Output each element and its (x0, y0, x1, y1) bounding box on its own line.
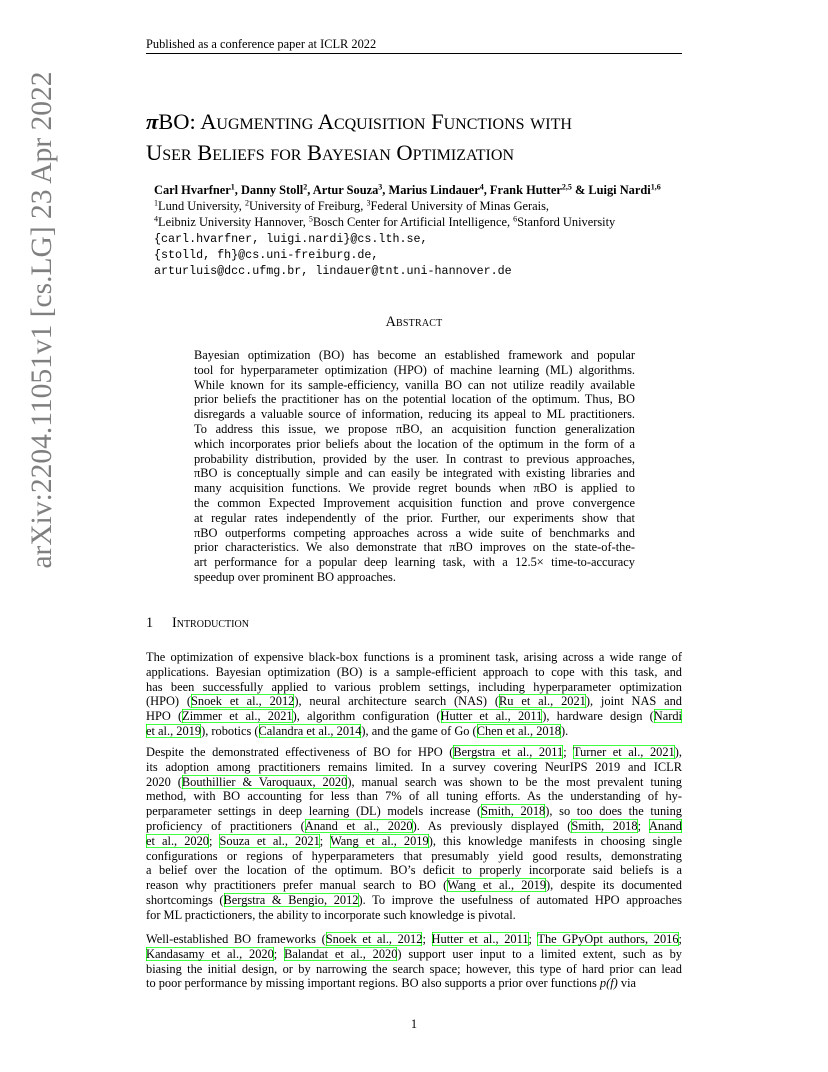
text-run: ), despite its documented (546, 878, 682, 893)
text-run: ), this knowledge manifests in choosing single (428, 833, 682, 848)
paragraph-line (146, 962, 682, 977)
abstract-line: To address this issue, we propose πBO, an acquisition function generalization (194, 421, 635, 436)
text-run: ; (319, 833, 331, 848)
abstract-line: at regular rates independently of the prior. Further, our experiments show that (194, 510, 635, 525)
section-title: Introduction (172, 615, 249, 631)
citation-link[interactable]: Wang et al., 2019 (330, 833, 429, 848)
citation-link[interactable]: Bergstra et al., 2011 (453, 745, 564, 759)
title-line-1 (146, 106, 706, 137)
text-run: shortcomings ( (146, 892, 224, 907)
abstract-line: prior beliefs the practitioner has on the potential location of the optimum. Thus, BO (194, 392, 635, 407)
paragraph-line (146, 819, 682, 834)
citation-link[interactable]: Hutter et al., 2011 (431, 932, 529, 946)
abstract-line: While known for its sample-efficiency, vanilla BO can not utilize readily available (194, 377, 635, 392)
email-line: arturluis@dcc.ufmg.br, lindauer@tnt.uni-hannover.de (154, 264, 512, 279)
affiliation-name: Leibniz University Hannover, (158, 215, 309, 230)
text-run: ; (637, 818, 649, 833)
citation-link[interactable]: et al., 2020 (146, 833, 209, 848)
paragraph-line (146, 650, 682, 665)
text-run: biasing the initial design, or by narrowing the search space; however, this type of hard prior can lead (146, 961, 682, 976)
citation-link[interactable]: Anand et al., 2020 (304, 818, 413, 833)
abstract-line: speedup over prominent BO approaches. (194, 569, 396, 584)
paragraph-line (146, 745, 682, 760)
abstract-line: art performance for a popular deep learning task, with a 12.5× time-to-accuracy (194, 555, 635, 570)
text-run: applications. Bayesian optimization (BO) is a sample-efficient approach to cope with this task, and (146, 664, 682, 679)
text-run: ). As previously displayed ( (412, 818, 572, 833)
author-name: Carl Hvarfner (154, 183, 231, 197)
citation-link[interactable]: Souza et al., 2021 (219, 833, 320, 848)
affiliation-marker: 1,6 (650, 182, 661, 192)
paragraph-line (146, 863, 682, 878)
paragraph-line (146, 724, 682, 739)
text-run: its adoption among practitioners remains limited. In a survey covering NeurIPS 2019 and ICLR (146, 759, 682, 774)
text-run: ) support user input to a limited extent, such as by (397, 946, 682, 961)
abstract-line: probability distribution, provided by the user. In contrast to previous approaches, (194, 451, 635, 466)
affiliation-marker: 2 (303, 182, 308, 192)
abstract-line: Bayesian optimization (BO) has become an established framework and popular (194, 348, 635, 362)
affiliation-marker: 3 (366, 198, 371, 208)
text-run: reason why practitioners prefer manual search to BO ( (146, 878, 448, 893)
paragraph-line (146, 878, 682, 893)
abstract-line: πBO is conceptually simple and can easily be integrated with existing libraries and (194, 466, 635, 481)
text-run: ; (208, 833, 220, 848)
text-run: ), algorithm configuration ( (292, 709, 441, 724)
text-run: configurations or regions of hyperparameters that presumably yield good results, demonstrating (146, 848, 682, 863)
abstract-heading: Abstract (385, 314, 443, 330)
inline-math: p(f) (599, 976, 618, 991)
citation-link[interactable]: Wang et al., 2019 (447, 878, 547, 893)
citation-link[interactable]: The GPyOpt authors, 2016 (537, 932, 679, 946)
affiliation-line (154, 214, 714, 230)
abstract-line: many acquisition functions. We provide regret bounds when πBO is applied to (194, 481, 635, 496)
affiliation-name: Lund University, (158, 199, 245, 214)
citation-link[interactable]: Bergstra & Bengio, 2012 (223, 892, 359, 907)
text-run: HPO ( (146, 709, 183, 724)
affiliation-marker: 5 (308, 214, 313, 224)
author-emails (154, 231, 714, 280)
abstract-line: which incorporates prior beliefs about the location of the optimum in the form of a (194, 436, 635, 451)
paragraph-line (146, 694, 682, 709)
text-run: Well-established BO frameworks ( (146, 932, 326, 946)
abstract-body (194, 348, 635, 585)
intro-paragraph-1 (146, 650, 682, 739)
affiliation-marker: 4 (479, 182, 484, 192)
text-run: has been successfully applied to various problem settings, including hyperparameter optimization (146, 679, 682, 694)
affiliation-marker: 6 (513, 214, 518, 224)
email-line: {stolld, fh}@cs.uni-freiburg.de, (154, 247, 379, 262)
text-run: for ML practictioners, the ability to incorporate such knowledge is pivotal. (146, 907, 516, 922)
text-run: ; (528, 932, 538, 946)
affiliation-marker: 1 (230, 182, 235, 192)
affiliation-marker: 1 (154, 198, 158, 208)
paragraph-line (146, 775, 682, 790)
author-name: Danny Stoll (240, 183, 304, 197)
section-number: 1 (146, 615, 154, 631)
citation-link[interactable]: Zimmer et al., 2021 (182, 709, 293, 724)
text-run: ), neural architecture search (NAS) ( (294, 694, 500, 709)
affiliation-marker: 2 (244, 198, 249, 208)
arxiv-stamp: arXiv:2204.11051v1 [cs.LG] 23 Apr 2022 (26, 71, 58, 569)
header-rule (146, 53, 682, 54)
paragraph-line (146, 976, 682, 991)
text-run: Despite the demonstrated effectiveness of BO for HPO ( (146, 745, 454, 759)
affiliation-name: University of Freiburg, (248, 199, 367, 214)
text-run: ), hardware design ( (542, 709, 654, 724)
author-block (154, 182, 714, 279)
author-name: Artur Souza (312, 183, 379, 197)
text-run: via (617, 976, 637, 991)
abstract-line: πBO outperforms competing approaches across a wide suite of benchmarks and (194, 525, 635, 540)
abstract-line: prior characteristics. We also demonstrate that πBO improves on the state-of-the- (194, 540, 635, 555)
affiliation-name: Stanford University (517, 215, 616, 230)
text-run: ), (674, 745, 682, 759)
author-names: Carl Hvarfner$^1$, Danny Stoll$^2$, Artur Souza$^3$, Marius Lindauer$^4$, Frank Hutter$^{2,5}$ & Luigi Nardi$^{1,6}$ (154, 182, 661, 197)
author-name: Frank Hutter (489, 183, 562, 197)
title-line-1-text: BO: Augmenting Acquisition Functions with (158, 109, 572, 134)
paragraph-line (146, 834, 682, 849)
text-run: ; (422, 932, 432, 946)
text-run: 2020 ( (146, 774, 182, 789)
title-pi-symbol: π (146, 109, 159, 134)
affiliation-marker: 3 (378, 182, 383, 192)
email-line: {carl.hvarfner, luigi.nardi}@cs.lth.se, (154, 231, 428, 246)
citation-link[interactable]: Chen et al., 2018 (476, 723, 561, 738)
running-header: Published as a conference paper at ICLR 2022 (146, 37, 377, 51)
citation-link[interactable]: et al., 2019 (146, 723, 202, 738)
paragraph-line (146, 709, 682, 724)
text-run: ), manual search was shown to be the most prevalent tuning (347, 774, 682, 789)
text-run: (HPO) ( (146, 694, 192, 709)
paragraph-line (146, 665, 682, 680)
citation-link[interactable]: Smith, 2018 (481, 804, 546, 819)
affiliation-marker: 2,5 (561, 182, 572, 192)
citation-link[interactable]: Snoek et al., 2012 (325, 932, 423, 946)
intro-paragraph-3 (146, 932, 682, 991)
citation-link[interactable]: Smith, 2018 (571, 818, 638, 833)
paragraph-line (146, 947, 682, 962)
citation-link[interactable]: Balandat et al., 2020 (284, 946, 398, 961)
citation-link[interactable]: Nardi (653, 709, 682, 724)
intro-paragraph-2 (146, 745, 682, 923)
abstract-line: tool for hyperparameter optimization (HPO) of machine learning (ML) algorithms. (194, 362, 635, 377)
page-number: 1 (410, 1017, 418, 1031)
citation-link[interactable]: Snoek et al., 2012 (191, 694, 295, 709)
citation-link[interactable]: Calandra et al., 2014 (258, 723, 362, 738)
author-name: Marius Lindauer (388, 183, 480, 197)
text-run: to poor performance by missing important regions. BO also supports a prior over functions (146, 976, 600, 991)
paragraph-line (146, 908, 682, 923)
paragraph-line (146, 893, 682, 908)
title-line-2: User Beliefs for Bayesian Optimization (146, 140, 514, 165)
affiliation-marker: 4 (154, 214, 158, 224)
text-run: proficiency of practitioners ( (146, 818, 305, 833)
text-run: a belief over the location of the optimum. BO’s deficit to properly incorporate said beliefs is a (146, 863, 682, 878)
section-heading-introduction (146, 614, 682, 632)
text-run: ), robotics ( (201, 723, 259, 738)
text-run: perparameter settings in deep learning (DL) models increase ( (146, 804, 482, 819)
citation-link[interactable]: Turner et al., 2021 (572, 745, 675, 759)
text-run: ; (563, 745, 573, 759)
citation-link[interactable]: Hutter et al., 2011 (440, 709, 543, 724)
citation-link[interactable]: Kandasamy et al., 2020 (146, 946, 274, 961)
paper-title (146, 106, 706, 168)
abstract-line: disregards a valuable source of information, reducing its appeal to ML practitioners. (194, 407, 635, 422)
paragraph-line (146, 804, 682, 819)
text-run: ), and the game of Go ( (361, 723, 477, 738)
text-run: ), joint NAS and (585, 694, 683, 709)
citation-link[interactable]: Bouthillier & Varoquaux, 2020 (181, 774, 348, 789)
abstract-line: the common Expected Improvement acquisition function and prove convergence (194, 495, 635, 510)
text-run: The optimization of expensive black-box functions is a prominent task, arising across a wide range of (146, 650, 682, 664)
text-run: ), so too does the tuning (545, 804, 682, 819)
paragraph-line (146, 849, 682, 864)
text-run: ). (561, 723, 569, 738)
paragraph-line (146, 932, 682, 947)
affiliation-line (154, 198, 714, 214)
affiliations (154, 198, 714, 230)
text-run: ; (678, 932, 682, 946)
affiliation-name: Bosch Center for Artificial Intelligence, (312, 215, 514, 230)
paragraph-line (146, 680, 682, 695)
citation-link[interactable]: Anand (648, 818, 683, 833)
paragraph-line (146, 760, 682, 775)
text-run: ). To improve the usefulness of automated HPO approaches (358, 892, 682, 907)
text-run: ; (273, 946, 285, 961)
text-run: method, with BO accounting for less than 7% of all tuning efforts. As the understanding of hy- (146, 789, 682, 804)
affiliation-name: Federal University of Minas Gerais, (370, 199, 550, 214)
paragraph-line (146, 789, 682, 804)
citation-link[interactable]: Ru et al., 2021 (499, 694, 586, 709)
author-name: Luigi Nardi (588, 183, 651, 197)
